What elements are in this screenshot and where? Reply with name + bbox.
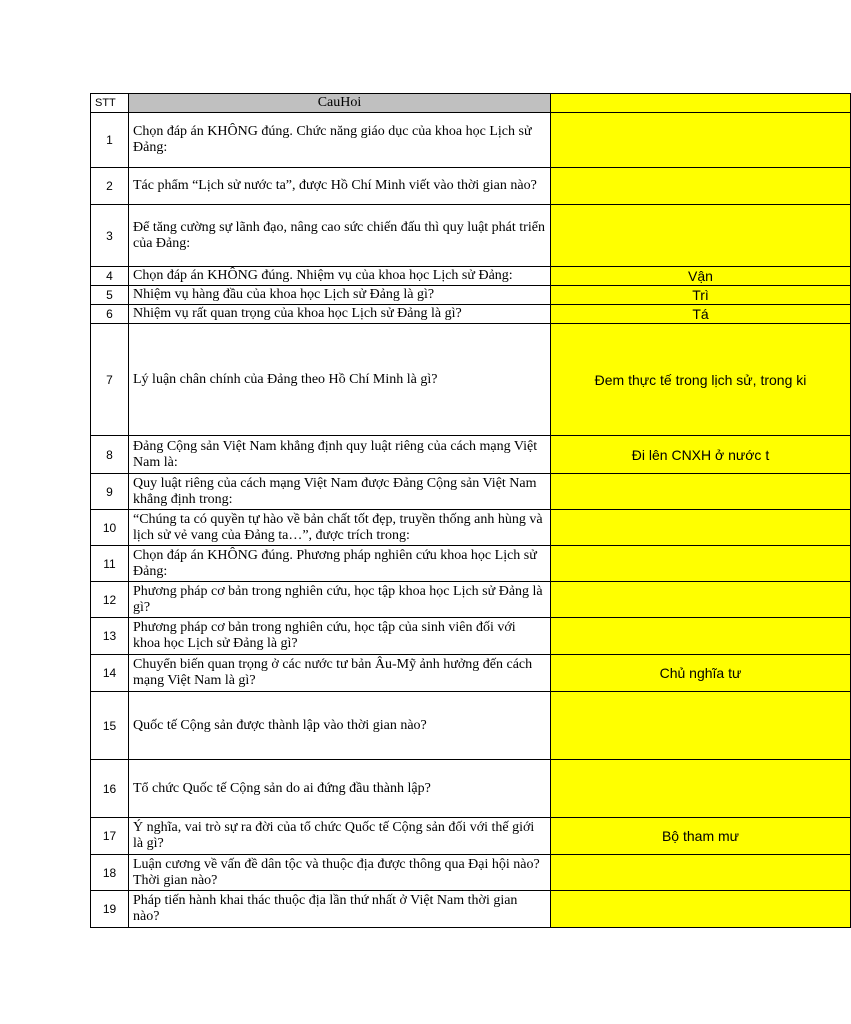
spreadsheet [90, 93, 807, 928]
table-row [91, 818, 851, 855]
stt-cell[interactable]: 17 [91, 818, 129, 855]
answer-cell[interactable] [551, 168, 851, 205]
answer-cell[interactable] [551, 760, 851, 818]
header-row [91, 94, 851, 113]
answer-cell[interactable] [551, 205, 851, 267]
table-row [91, 168, 851, 205]
table-row [91, 760, 851, 818]
table-row [91, 305, 851, 324]
stt-cell[interactable]: 8 [91, 436, 129, 474]
question-cell[interactable]: Nhiệm vụ hàng đầu của khoa học Lịch sử Đảng là gì? [129, 286, 551, 305]
question-cell[interactable]: Quy luật riêng của cách mạng Việt Nam được Đảng Cộng sản Việt Nam khẳng định trong: [129, 474, 551, 510]
stt-cell[interactable]: 13 [91, 618, 129, 655]
question-cell[interactable]: Phương pháp cơ bản trong nghiên cứu, học tập của sinh viên đối với khoa học Lịch sử Đảng là gì? [129, 618, 551, 655]
table-row [91, 582, 851, 618]
stt-cell[interactable]: 3 [91, 205, 129, 267]
stt-header[interactable]: STT [91, 94, 129, 113]
question-cell[interactable]: Chọn đáp án KHÔNG đúng. Chức năng giáo dục của khoa học Lịch sử Đảng: [129, 113, 551, 168]
answer-cell[interactable]: Bộ tham mư [551, 818, 851, 855]
table-row [91, 286, 851, 305]
table-row [91, 267, 851, 286]
stt-cell[interactable]: 10 [91, 510, 129, 546]
answer-cell[interactable]: Chủ nghĩa tư [551, 655, 851, 692]
answer-cell[interactable]: Tá [551, 305, 851, 324]
answer-cell[interactable] [551, 855, 851, 891]
stt-cell[interactable]: 6 [91, 305, 129, 324]
stt-cell[interactable]: 15 [91, 692, 129, 760]
question-cell[interactable]: Lý luận chân chính của Đảng theo Hồ Chí Minh là gì? [129, 324, 551, 436]
answer-cell[interactable] [551, 891, 851, 928]
table-row [91, 474, 851, 510]
table-row [91, 692, 851, 760]
question-cell[interactable]: Đảng Cộng sản Việt Nam khẳng định quy luật riêng của cách mạng Việt Nam là: [129, 436, 551, 474]
table-body [91, 113, 851, 928]
answer-cell[interactable] [551, 618, 851, 655]
question-cell[interactable]: Quốc tế Cộng sản được thành lập vào thời gian nào? [129, 692, 551, 760]
table-row [91, 205, 851, 267]
question-cell[interactable]: Để tăng cường sự lãnh đạo, nâng cao sức chiến đấu thì quy luật phát triển của Đảng: [129, 205, 551, 267]
question-cell[interactable]: Chuyển biến quan trọng ở các nước tư bản Âu-Mỹ ảnh hưởng đến cách mạng Việt Nam là gì? [129, 655, 551, 692]
question-cell[interactable]: Tác phẩm “Lịch sử nước ta”, được Hồ Chí Minh viết vào thời gian nào? [129, 168, 551, 205]
table-row [91, 436, 851, 474]
answer-cell[interactable]: Vận [551, 267, 851, 286]
stt-cell[interactable]: 4 [91, 267, 129, 286]
stt-cell[interactable]: 5 [91, 286, 129, 305]
table-row [91, 324, 851, 436]
question-table [90, 93, 851, 928]
stt-cell[interactable]: 14 [91, 655, 129, 692]
answer-cell[interactable] [551, 582, 851, 618]
table-row [91, 546, 851, 582]
table-row [91, 855, 851, 891]
question-header[interactable]: CauHoi [129, 94, 551, 113]
answer-cell[interactable] [551, 474, 851, 510]
answer-cell[interactable] [551, 510, 851, 546]
question-cell[interactable]: Pháp tiến hành khai thác thuộc địa lần thứ nhất ở Việt Nam thời gian nào? [129, 891, 551, 928]
answer-cell[interactable] [551, 692, 851, 760]
table-row [91, 618, 851, 655]
stt-cell[interactable]: 2 [91, 168, 129, 205]
question-cell[interactable]: Tổ chức Quốc tế Cộng sản do ai đứng đầu thành lập? [129, 760, 551, 818]
question-cell[interactable]: Luận cương về vấn đề dân tộc và thuộc địa được thông qua Đại hội nào? Thời gian nào? [129, 855, 551, 891]
table-row [91, 891, 851, 928]
question-cell[interactable]: Ý nghĩa, vai trò sự ra đời của tổ chức Quốc tế Cộng sản đối với thế giới là gì? [129, 818, 551, 855]
question-cell[interactable]: Nhiệm vụ rất quan trọng của khoa học Lịch sử Đảng là gì? [129, 305, 551, 324]
question-cell[interactable]: Chọn đáp án KHÔNG đúng. Nhiệm vụ của khoa học Lịch sử Đảng: [129, 267, 551, 286]
question-cell[interactable]: Chọn đáp án KHÔNG đúng. Phương pháp nghiên cứu khoa học Lịch sử Đảng: [129, 546, 551, 582]
stt-cell[interactable]: 1 [91, 113, 129, 168]
stt-cell[interactable]: 19 [91, 891, 129, 928]
answer-cell[interactable] [551, 546, 851, 582]
question-cell[interactable]: Phương pháp cơ bản trong nghiên cứu, học tập khoa học Lịch sử Đảng là gì? [129, 582, 551, 618]
answer-cell[interactable] [551, 113, 851, 168]
stt-cell[interactable]: 16 [91, 760, 129, 818]
answer-header[interactable] [551, 94, 851, 113]
answer-cell[interactable]: Đem thực tế trong lịch sử, trong ki [551, 324, 851, 436]
table-row [91, 655, 851, 692]
question-cell[interactable]: “Chúng ta có quyền tự hào về bản chất tốt đẹp, truyền thống anh hùng và lịch sử vẻ vang của Đảng ta…”, được trích trong: [129, 510, 551, 546]
table-row [91, 510, 851, 546]
answer-cell[interactable]: Đi lên CNXH ở nước t [551, 436, 851, 474]
stt-cell[interactable]: 12 [91, 582, 129, 618]
stt-cell[interactable]: 9 [91, 474, 129, 510]
stt-cell[interactable]: 18 [91, 855, 129, 891]
answer-cell[interactable]: Trì [551, 286, 851, 305]
stt-cell[interactable]: 7 [91, 324, 129, 436]
table-row [91, 113, 851, 168]
stt-cell[interactable]: 11 [91, 546, 129, 582]
